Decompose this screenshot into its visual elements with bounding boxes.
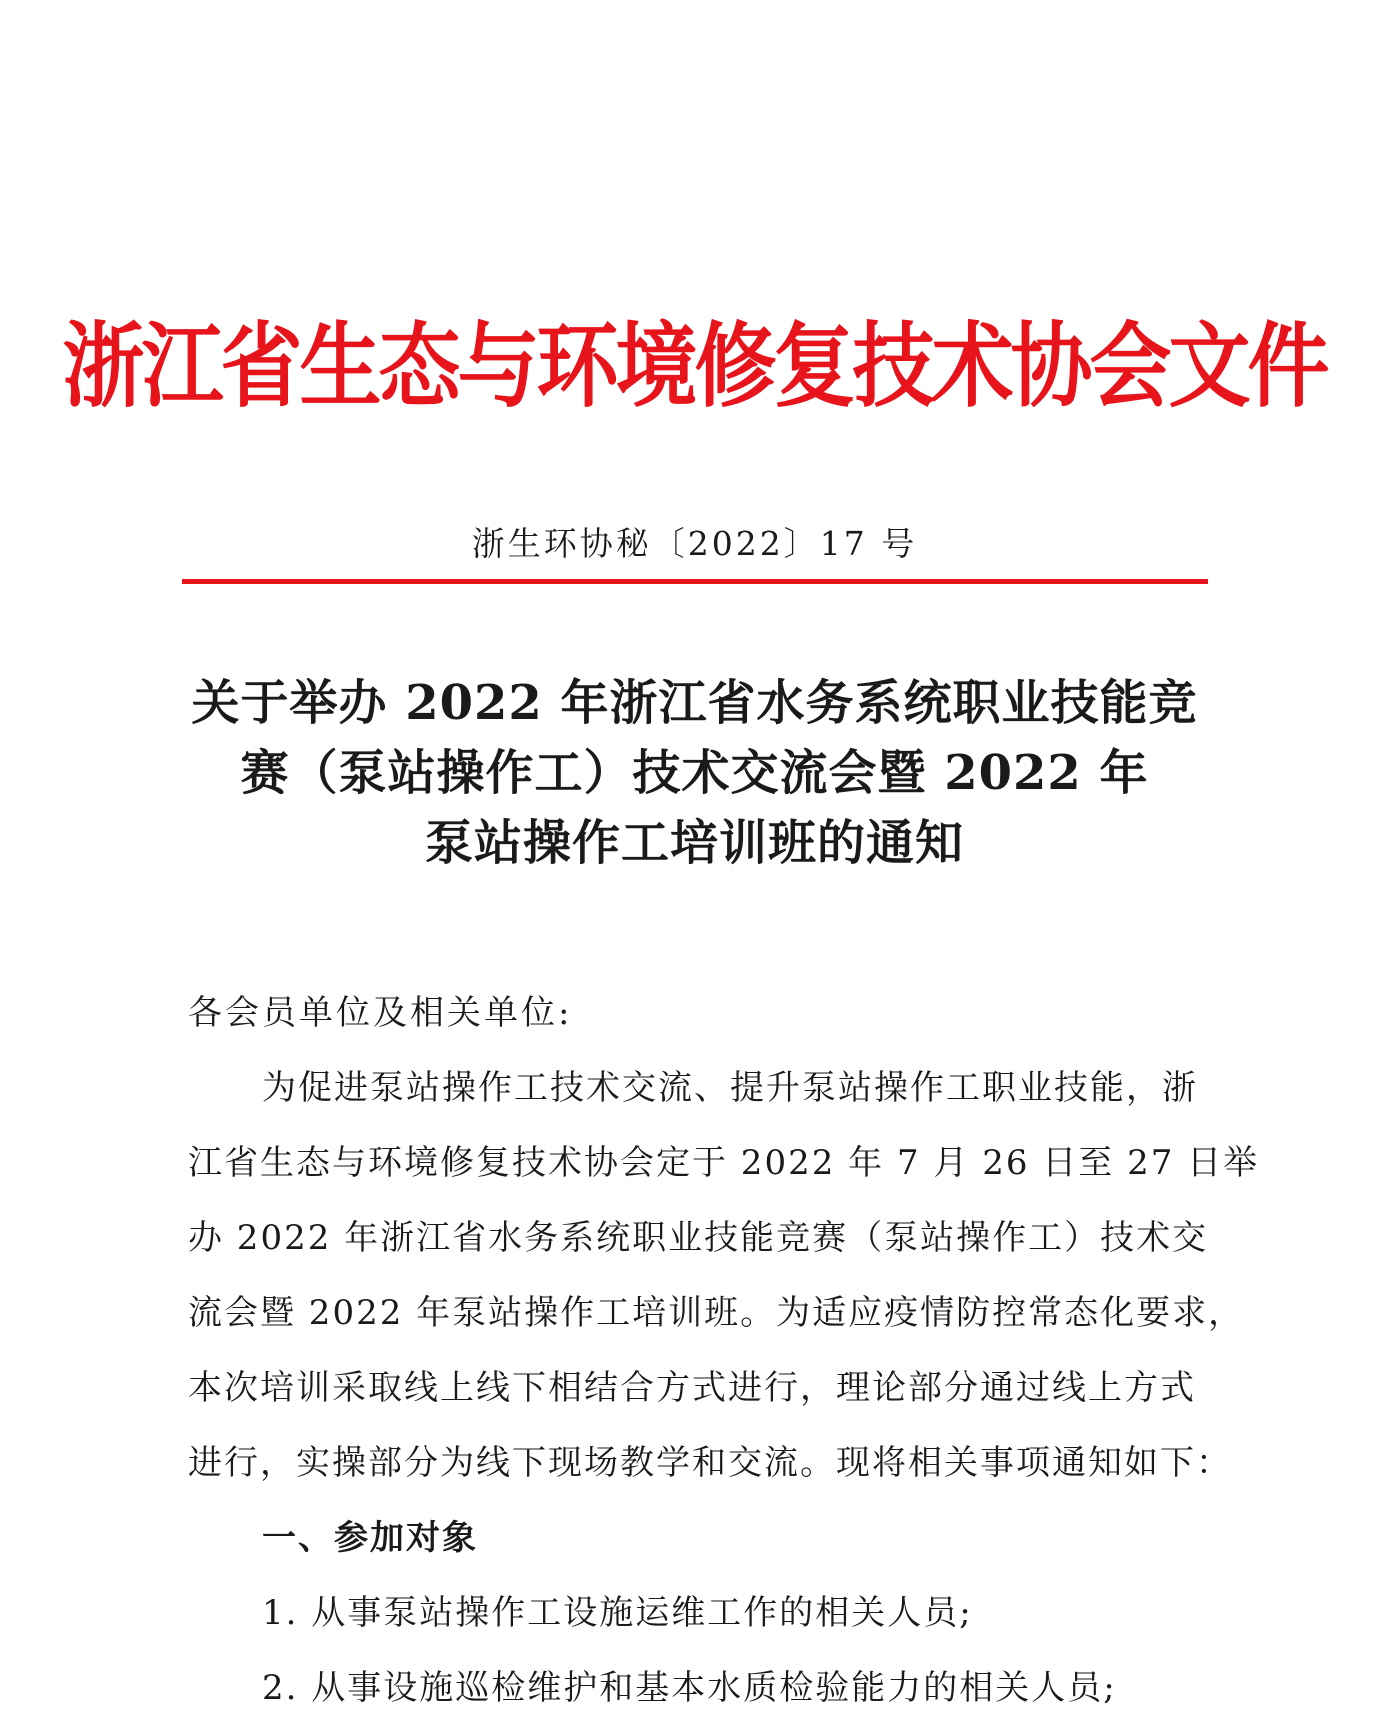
intro-paragraph	[188, 1051, 1260, 1501]
list-item: 1. 从事泵站操作工设施运维工作的相关人员;	[262, 1593, 973, 1633]
org-document-header: 浙江省生态与环境修复技术协会文件	[62, 314, 1327, 421]
notice-title	[0, 668, 1389, 878]
paragraph-line: 流会暨 2022 年泵站操作工培训班。为适应疫情防控常态化要求，	[188, 1293, 1245, 1333]
notice-title-line: 关于举办 2022 年浙江省水务系统职业技能竞	[191, 675, 1198, 731]
notice-title-line: 泵站操作工培训班的通知	[424, 815, 964, 871]
document-number: 浙生环协秘〔2022〕17 号	[471, 524, 918, 563]
paragraph-line: 本次培训采取线上线下相结合方式进行，理论部分通过线上方式	[188, 1368, 1196, 1408]
salutation: 各会员单位及相关单位:	[188, 993, 573, 1033]
paragraph-line: 办 2022 年浙江省水务系统职业技能竞赛（泵站操作工）技术交	[188, 1218, 1209, 1258]
paragraph-line: 进行，实操部分为线下现场教学和交流。现将相关事项通知如下：	[188, 1443, 1232, 1483]
list-item: 2. 从事设施巡检维护和基本水质检验能力的相关人员;	[262, 1668, 1117, 1708]
notice-title-line: 赛（泵站操作工）技术交流会暨 2022 年	[240, 745, 1149, 801]
paragraph-line: 为促进泵站操作工技术交流、提升泵站操作工职业技能，浙	[262, 1068, 1198, 1108]
section-heading-participants: 一、参加对象	[262, 1518, 478, 1558]
notice-body	[188, 976, 1260, 1726]
paragraph-line: 江省生态与环境修复技术协会定于 2022 年 7 月 26 日至 27 日举	[188, 1143, 1260, 1183]
header-divider-line	[182, 579, 1208, 584]
